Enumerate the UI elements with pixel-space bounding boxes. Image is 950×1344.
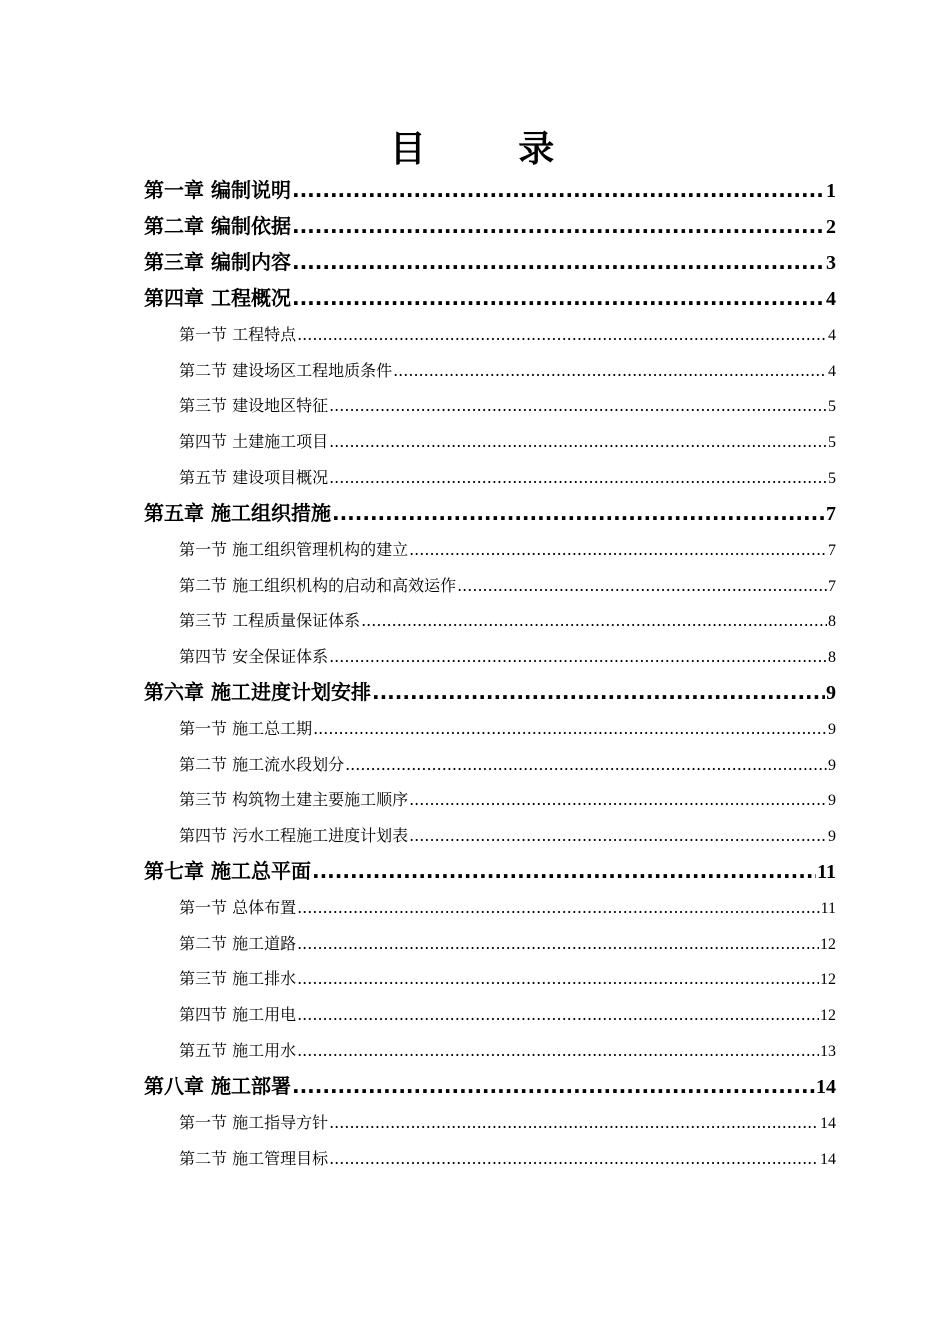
toc-entry-label: 第四节 土建施工项目: [179, 432, 329, 452]
toc-section-entry[interactable]: [179, 1108, 836, 1138]
toc-dot-leader: [329, 642, 827, 672]
toc-section-entry[interactable]: [179, 893, 836, 923]
toc-chapter-entry[interactable]: [144, 209, 836, 243]
toc-section-entry[interactable]: [179, 714, 836, 744]
toc-entry-label: 第四章 工程概况: [144, 286, 291, 310]
toc-page-number: 9: [826, 681, 836, 704]
toc-page-number: 11: [817, 861, 836, 883]
toc-dot-leader: [297, 893, 820, 923]
toc-section-entry[interactable]: [179, 427, 836, 457]
toc-page-number: 1: [826, 180, 836, 202]
toc-chapter-entry[interactable]: [144, 496, 836, 530]
toc-entry-label: 第二节 施工道路: [179, 933, 297, 953]
toc-entry-label: 第二章 编制依据: [144, 214, 291, 238]
toc-section-entry[interactable]: [179, 1000, 836, 1030]
toc-dot-leader: [409, 821, 827, 851]
toc-dot-leader: [393, 356, 827, 386]
toc-page-number: 13: [820, 1042, 836, 1060]
toc-section-entry[interactable]: [179, 785, 836, 815]
toc-page-number: 3: [826, 252, 836, 274]
toc-page-number: 5: [828, 469, 836, 487]
toc-dot-leader: [297, 1000, 819, 1030]
toc-dot-leader: [312, 854, 816, 888]
toc-page-number: 9: [828, 720, 836, 738]
toc-entry-label: 第一节 施工指导方针: [179, 1112, 329, 1132]
toc-page-number: 12: [820, 935, 836, 953]
toc-section-entry[interactable]: [179, 356, 836, 386]
toc-section-entry[interactable]: [179, 391, 836, 421]
toc-dot-leader: [329, 1144, 819, 1174]
toc-page-number: 9: [828, 828, 836, 845]
toc-page-number: 5: [828, 434, 836, 452]
toc-chapter-entry[interactable]: [144, 245, 836, 279]
toc-section-entry[interactable]: [179, 571, 836, 601]
toc-page-number: 12: [820, 1007, 836, 1025]
toc-page-number: 4: [828, 327, 836, 344]
toc-page-number: 4: [826, 288, 836, 310]
toc-entry-label: 第三章 编制内容: [144, 250, 291, 274]
toc-entry-label: 第六章 施工进度计划安排: [144, 679, 371, 704]
toc-entry-label: 第一节 施工总工期: [179, 718, 313, 738]
toc-dot-leader: [297, 929, 819, 959]
toc-page-number: 14: [820, 1150, 836, 1168]
toc-dot-leader: [409, 785, 827, 815]
toc-section-entry[interactable]: [179, 606, 836, 636]
toc-entry-label: 第二节 建设场区工程地质条件: [179, 360, 393, 380]
toc-dot-leader: [329, 427, 827, 457]
toc-entry-label: 第二节 施工管理目标: [179, 1148, 329, 1168]
toc-chapter-entry[interactable]: [144, 1069, 836, 1103]
toc-entry-label: 第四节 施工用电: [179, 1005, 297, 1025]
toc-section-entry[interactable]: [179, 821, 836, 851]
toc-section-entry[interactable]: [179, 1036, 836, 1066]
toc-dot-leader: [297, 964, 819, 994]
toc-entry-label: 第一节 施工组织管理机构的建立: [179, 539, 409, 559]
toc-entry-label: 第三节 构筑物土建主要施工顺序: [179, 790, 409, 810]
toc-section-entry[interactable]: [179, 750, 836, 780]
toc-dot-leader: [329, 1108, 819, 1138]
page-title: 目 录: [389, 129, 595, 170]
toc-page-number: 14: [820, 1114, 836, 1132]
toc-section-entry[interactable]: [179, 1144, 836, 1174]
toc-page-number: 9: [828, 792, 836, 810]
toc-page-number: 4: [828, 362, 836, 380]
toc-dot-leader: [292, 173, 825, 207]
toc-dot-leader: [345, 750, 827, 780]
toc-entry-label: 第五节 建设项目概况: [179, 467, 329, 487]
toc-section-entry[interactable]: [179, 642, 836, 672]
toc-dot-leader: [313, 714, 827, 744]
toc-section-entry[interactable]: [179, 929, 836, 959]
toc-dot-leader: [329, 463, 827, 493]
toc-page-number: 8: [828, 613, 836, 631]
toc-entry-label: 第四节 污水工程施工进度计划表: [179, 826, 409, 845]
toc-page-number: 7: [826, 502, 836, 525]
toc-dot-leader: [292, 1069, 815, 1103]
toc-dot-leader: [457, 571, 827, 601]
toc-page-number: 11: [820, 900, 836, 917]
toc-entry-label: 第三节 工程质量保证体系: [179, 611, 361, 631]
toc-entry-label: 第一章 编制说明: [144, 178, 291, 202]
toc-entry-label: 第七章 施工总平面: [144, 859, 311, 883]
toc-entry-label: 第一节 工程特点: [179, 325, 297, 344]
toc-entry-label: 第四节 安全保证体系: [179, 646, 329, 666]
toc-entry-label: 第三节 施工排水: [179, 969, 297, 989]
toc-page-number: 9: [828, 756, 836, 774]
toc-page-number: 7: [828, 541, 836, 559]
toc-entry-label: 第一节 总体布置: [179, 898, 297, 917]
toc-dot-leader: [292, 281, 825, 315]
toc-dot-leader: [332, 496, 825, 530]
toc-dot-leader: [292, 209, 825, 243]
toc-section-entry[interactable]: [179, 535, 836, 565]
toc-chapter-entry[interactable]: [144, 173, 836, 207]
toc-page-number: 7: [828, 577, 836, 595]
toc-entry-label: 第五章 施工组织措施: [144, 500, 331, 525]
toc-dot-leader: [329, 391, 827, 421]
toc-dot-leader: [297, 320, 827, 350]
toc-dot-leader: [292, 245, 825, 279]
toc-section-entry[interactable]: [179, 964, 836, 994]
toc-dot-leader: [297, 1036, 819, 1066]
toc-dot-leader: [409, 535, 827, 565]
toc-entry-label: 第八章 施工部署: [144, 1073, 291, 1098]
toc-section-entry[interactable]: [179, 463, 836, 493]
toc-dot-leader: [372, 675, 825, 709]
toc-dot-leader: [361, 606, 827, 636]
toc-entry-label: 第二节 施工组织机构的启动和高效运作: [179, 575, 457, 595]
toc-entry-label: 第五节 施工用水: [179, 1040, 297, 1060]
toc-page-number: 14: [816, 1075, 836, 1098]
toc-entry-label: 第二节 施工流水段划分: [179, 754, 345, 774]
toc-page-number: 5: [828, 398, 836, 416]
toc-page-number: 12: [820, 971, 836, 989]
toc-page-number: 2: [826, 216, 836, 238]
toc-chapter-entry[interactable]: [144, 281, 836, 315]
toc-entry-label: 第三节 建设地区特征: [179, 396, 329, 416]
toc-section-entry[interactable]: [179, 320, 836, 350]
toc-chapter-entry[interactable]: [144, 854, 836, 888]
toc-chapter-entry[interactable]: [144, 675, 836, 709]
toc-page-number: 8: [828, 648, 836, 666]
